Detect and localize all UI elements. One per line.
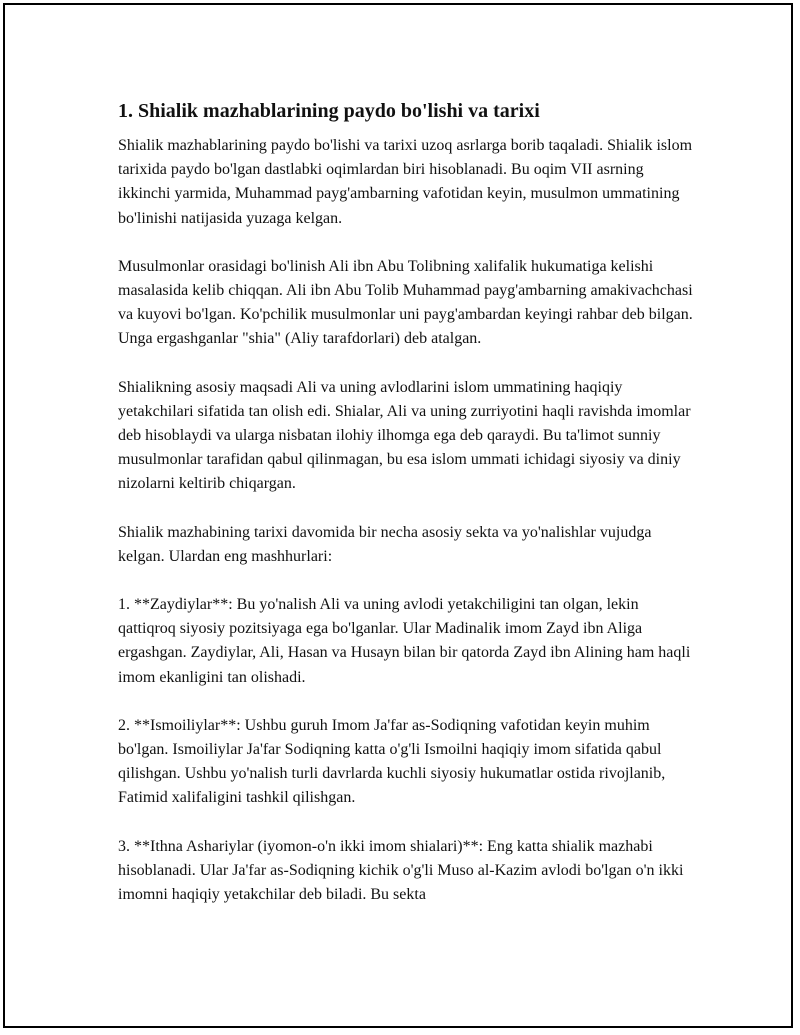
document-body [118, 97, 698, 931]
document-page [3, 3, 793, 1028]
paragraph-sects-intro: Shialik mazhabining tarixi davomida bir necha asosiy sekta va yo'nalishlar vujudga kelgan. Ulardan eng mashhurlari: [118, 523, 652, 565]
paragraph-intro: Shialik mazhablarining paydo bo'lishi va tarixi uzoq asrlarga borib taqaladi. Shialik islom tarixida paydo bo'lgan dastlabki oqimlardan biri hisoblanadi. Bu oqim VII asrning ikkinchi yarmida, Muhammad payg'ambarning vafotidan keyin, musulmon ummatining bo'linishi natijasida yuzaga kelgan. [118, 137, 693, 227]
paragraph-ithna-ashariylar: 3. **Ithna Ashariylar (iyomon-o'n ikki imom shialari)**: Eng katta shialik mazhabi hisoblanadi. Ular Ja'far as-Sodiqning kichik o'g'li Muso al-Kazim avlodi bo'lgan o'n ikki imomni haqiqiy yetakchilar deb biladi. Bu sekta [118, 837, 684, 904]
paragraph-division: Musulmonlar orasidagi bo'linish Ali ibn Abu Tolibning xalifalik hukumatiga kelishi masalasida kelib chiqqan. Ali ibn Abu Tolib Muhammad payg'ambarning amakivachchasi va kuyovi bo'lgan. Ko'pchilik musulmonlar uni payg'ambardan keyingi rahbar deb bilgan. Unga ergashganlar "shia" (Aliy tarafdorlari) deb atalgan. [118, 257, 693, 348]
paragraph-ismoiliylar: 2. **Ismoiliylar**: Ushbu guruh Imom Ja'far as-Sodiqning vafotidan keyin muhim bo'lgan. Ismoiliylar Ja'far Sodiqning katta o'g'li Ismoilni haqiqiy imom sifatida qabul qilishgan. Ushbu yo'nalish turli davrlarda kuchli siyosiy hukumatlar ostida rivojlanib, Fatimid xalifaligini tashkil qilishgan. [118, 716, 666, 807]
section-title: 1. Shialik mazhablarining paydo bo'lishi va tarixi [118, 100, 540, 122]
paragraph-goal: Shialikning asosiy maqsadi Ali va uning avlodlarini islom ummatining haqiqiy yetakchilari sifatida tan olish edi. Shialar, Ali va uning zurriyotini haqli ravishda imomlar deb hisoblaydi va ularga nisbatan ilohiy ilhomga ega deb qaraydi. Bu ta'limot sunniy musulmonlar tarafidan qabul qilinmagan, bu esa islom ummati ichidagi siyosiy va diniy nizolarni keltirib chiqargan. [118, 378, 691, 493]
paragraph-zaydiylar: 1. **Zaydiylar**: Bu yo'nalish Ali va uning avlodi yetakchiligini tan olgan, lekin qattiqroq siyosiy pozitsiyaga ega bo'lganlar. Ular Madinalik imom Zayd ibn Aliga ergashgan. Zaydiylar, Ali, Hasan va Husayn bilan bir qatorda Zayd ibn Alining ham haqli imom ekanligini tan olishadi. [118, 596, 691, 686]
